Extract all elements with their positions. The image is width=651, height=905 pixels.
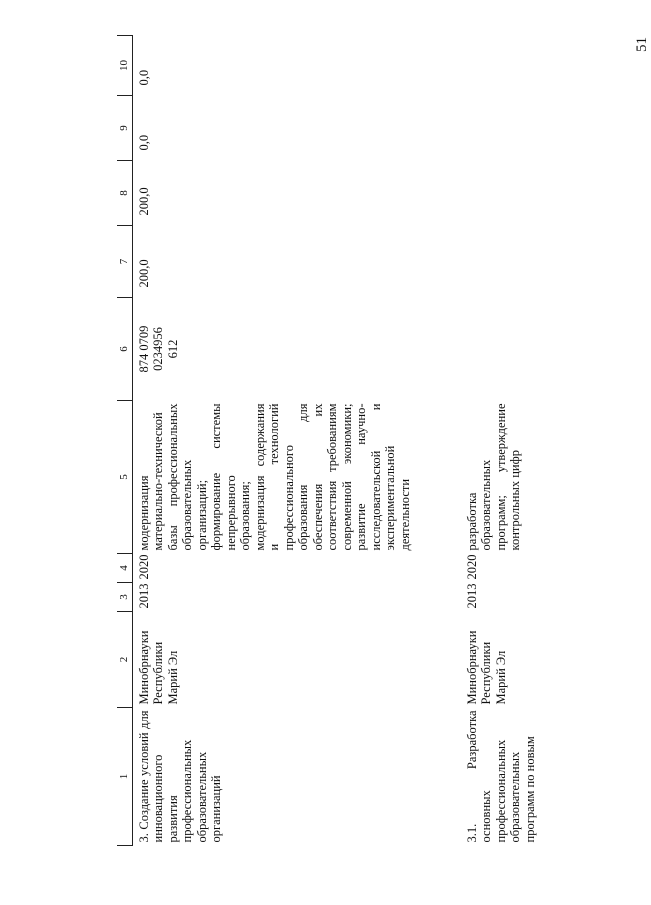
funding-2013: 200,0 [136, 187, 151, 216]
column-number: 5 [117, 401, 132, 554]
activity-name: 3.1. Разработка основных профессиональных образовательных программ по новым [464, 710, 537, 843]
activity-name: 3. Создание условий для инновационного развития профессиональных образовательных организаций [136, 710, 223, 843]
expected-result: разработка образовательных программ; утверждение контрольных цифр [464, 403, 522, 551]
start-year: 2013 [464, 583, 479, 609]
budget-code [459, 298, 538, 401]
funding-2013 [459, 161, 538, 226]
funding-2014 [459, 96, 538, 161]
end-year: 2020 [464, 554, 479, 580]
budget-code-line: 612 [165, 339, 180, 359]
table-row [132, 36, 459, 846]
column-number: 1 [117, 708, 132, 846]
expected-result: модернизация материально-технической базы профессиональных образовательных организаций; формирование системы непрерывного образования; модернизация содержания и технологий профессионального образования для обеспечения их соответствия требованиям современной экономики; развитие научно-исследовательской и экспериментальной деятельности [136, 403, 412, 551]
funding-2014: 0,0 [136, 134, 151, 151]
budget-code [132, 298, 459, 401]
column-number: 4 [117, 554, 132, 583]
end-year: 2020 [136, 554, 151, 580]
table-row [459, 36, 538, 846]
column-number: 7 [117, 226, 132, 298]
column-number: 9 [117, 96, 132, 161]
column-number: 3 [117, 583, 132, 612]
page-number: 51 [634, 37, 650, 52]
budget-code-line: 0234956 [151, 327, 165, 371]
funding-2015: 0,0 [136, 69, 151, 86]
column-number: 2 [117, 612, 132, 708]
column-number: 10 [117, 36, 132, 96]
program-table [117, 35, 537, 846]
executor: Минобрнауки Республики Марий Эл [136, 630, 180, 705]
funding-2015 [459, 36, 538, 96]
executor: Минобрнауки Республики Марий Эл [464, 630, 508, 705]
column-number: 6 [117, 298, 132, 401]
funding-total: 200,0 [136, 259, 151, 288]
column-number-row [117, 36, 132, 846]
start-year: 2013 [136, 583, 151, 609]
column-number: 8 [117, 161, 132, 226]
rotated-table-container [117, 36, 537, 846]
budget-code-line: 874 0709 [136, 325, 151, 373]
funding-total [459, 226, 538, 298]
